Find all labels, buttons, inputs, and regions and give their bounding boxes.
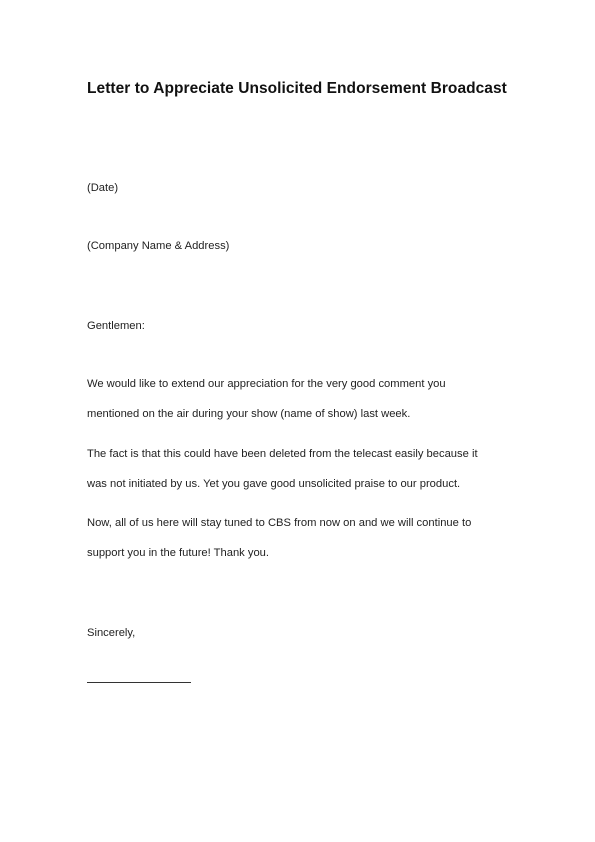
paragraph-1-line-2: mentioned on the air during your show (name of show) last week. <box>87 408 411 420</box>
signature-line <box>87 682 191 683</box>
paragraph-3-line-1: Now, all of us here will stay tuned to CBS from now on and we will continue to <box>87 517 472 529</box>
closing: Sincerely, <box>87 627 136 639</box>
letter-title: Letter to Appreciate Unsolicited Endorsement Broadcast <box>87 80 507 97</box>
paragraph-3-line-2: support you in the future! Thank you. <box>87 547 270 559</box>
paragraph-1-line-1: We would like to extend our appreciation for the very good comment you <box>87 378 446 390</box>
recipient-placeholder: (Company Name & Address) <box>87 240 230 252</box>
date-placeholder: (Date) <box>87 182 119 194</box>
paragraph-2-line-2: was not initiated by us. Yet you gave good unsolicited praise to our product. <box>87 478 461 490</box>
paragraph-2-line-1: The fact is that this could have been deleted from the telecast easily because it <box>87 448 478 460</box>
salutation: Gentlemen: <box>87 320 145 332</box>
